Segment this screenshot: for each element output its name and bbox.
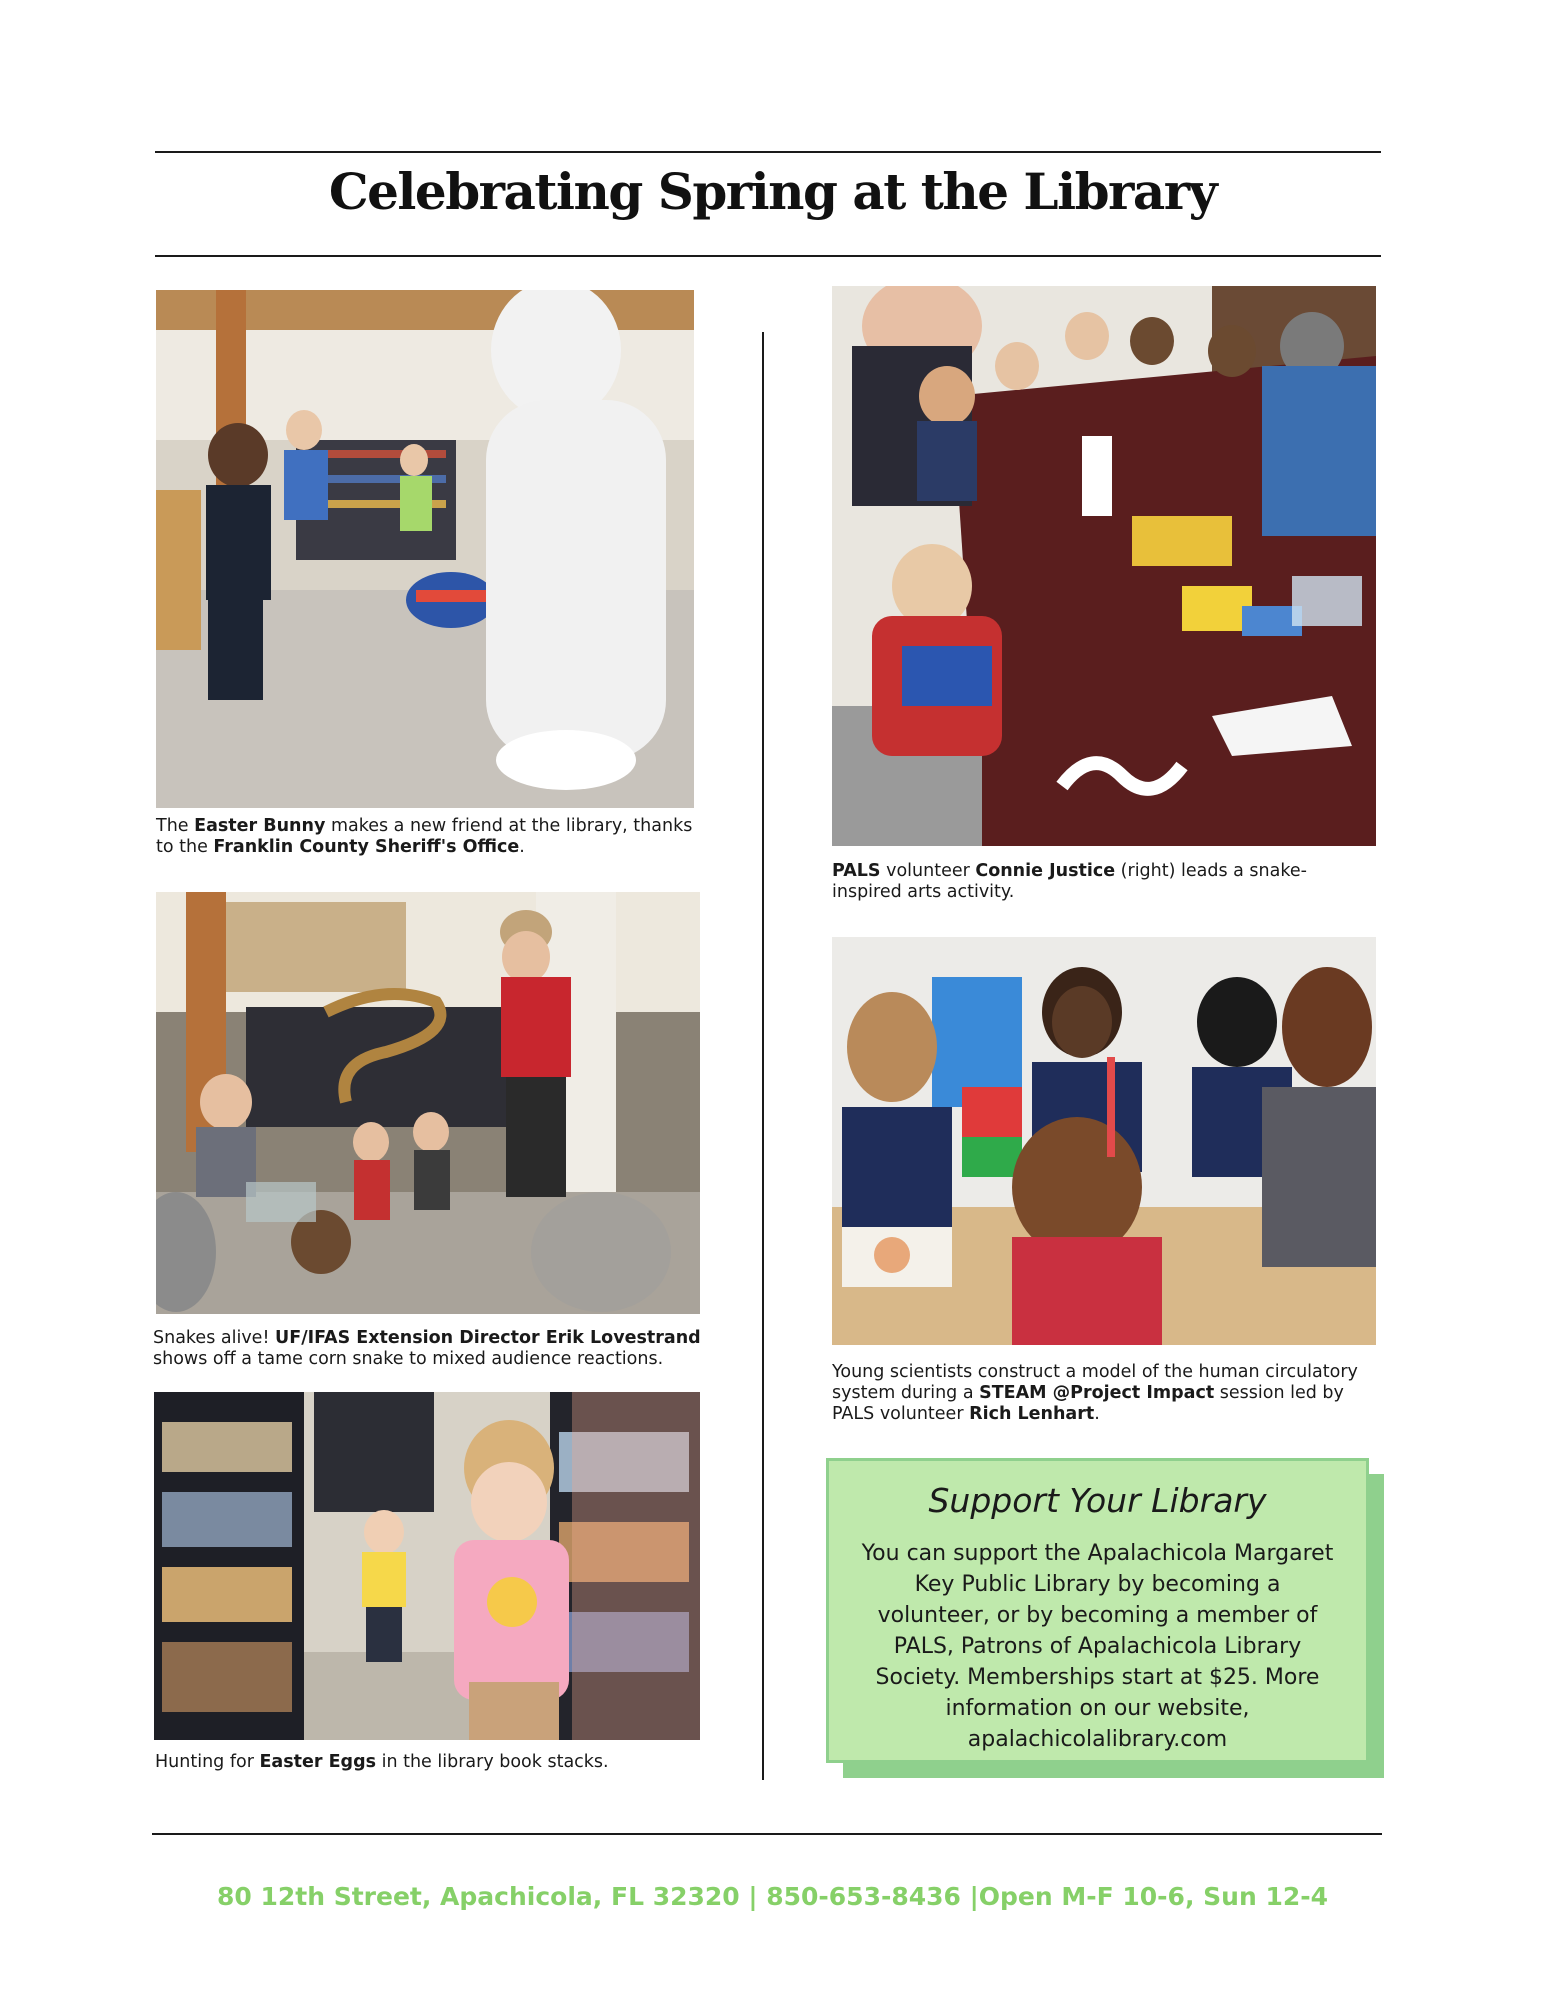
caption-bold: Franklin County Sheriff's Office — [213, 837, 520, 857]
caption-text: in the library book stacks. — [376, 1752, 609, 1772]
caption-text: The — [156, 816, 195, 836]
caption-text: (right) leads a snake-inspired arts activity. — [832, 861, 1307, 902]
support-title: Support Your Library — [928, 1481, 1267, 1520]
caption-text: . — [1094, 1404, 1100, 1424]
snakes-caption — [153, 1328, 713, 1370]
caption-text: Hunting for — [155, 1752, 260, 1772]
caption-text: shows off a tame corn snake to mixed audience reactions. — [153, 1349, 664, 1369]
easter-bunny-caption — [156, 816, 696, 858]
easter-bunny-photo — [156, 290, 694, 808]
caption-bold: Rich Lenhart — [969, 1404, 1095, 1424]
easter-eggs-photo — [154, 1392, 700, 1740]
caption-bold: UF/IFAS Extension Director Erik Lovestrand — [275, 1328, 701, 1348]
scientists-caption — [832, 1362, 1372, 1425]
caption-bold: Connie Justice — [975, 861, 1116, 881]
caption-text: . — [519, 837, 525, 857]
caption-bold: Easter Bunny — [194, 816, 326, 836]
column-divider — [762, 332, 764, 1780]
title-rule — [155, 255, 1381, 257]
footer-contact: 80 12th Street, Apachicola, FL 32320 | 850-653-8436 |Open M-F 10-6, Sun 12-4 — [216, 1882, 1329, 1911]
caption-text: Snakes alive! — [153, 1328, 276, 1348]
caption-bold: Easter Eggs — [259, 1752, 377, 1772]
support-body: You can support the Apalachicola Margaret Key Public Library by becoming a volunteer, or by becoming a member of PALS, Patrons of Apalachicola Library Society. Memberships start at $25. More information on our website, apalachicolalibrary.com — [861, 1541, 1334, 1752]
support-box — [826, 1458, 1369, 1763]
caption-text: Young scientists construct a model of the human circulatory system during a — [832, 1362, 1358, 1403]
caption-text: volunteer — [880, 861, 976, 881]
snake-presentation-photo — [156, 892, 700, 1314]
easter-eggs-caption — [155, 1752, 715, 1773]
arts-activity-photo — [832, 286, 1376, 846]
footer-rule — [152, 1833, 1382, 1835]
caption-bold: PALS — [832, 861, 881, 881]
caption-text: session led by PALS volunteer — [832, 1383, 1344, 1424]
caption-text: makes a new friend at the library, thanks to the — [156, 816, 693, 857]
page-title: Celebrating Spring at the Library — [328, 162, 1217, 221]
top-rule — [155, 151, 1381, 153]
young-scientists-photo — [832, 937, 1376, 1345]
pals-caption — [832, 861, 1372, 903]
caption-bold: STEAM @Project Impact — [979, 1383, 1215, 1403]
